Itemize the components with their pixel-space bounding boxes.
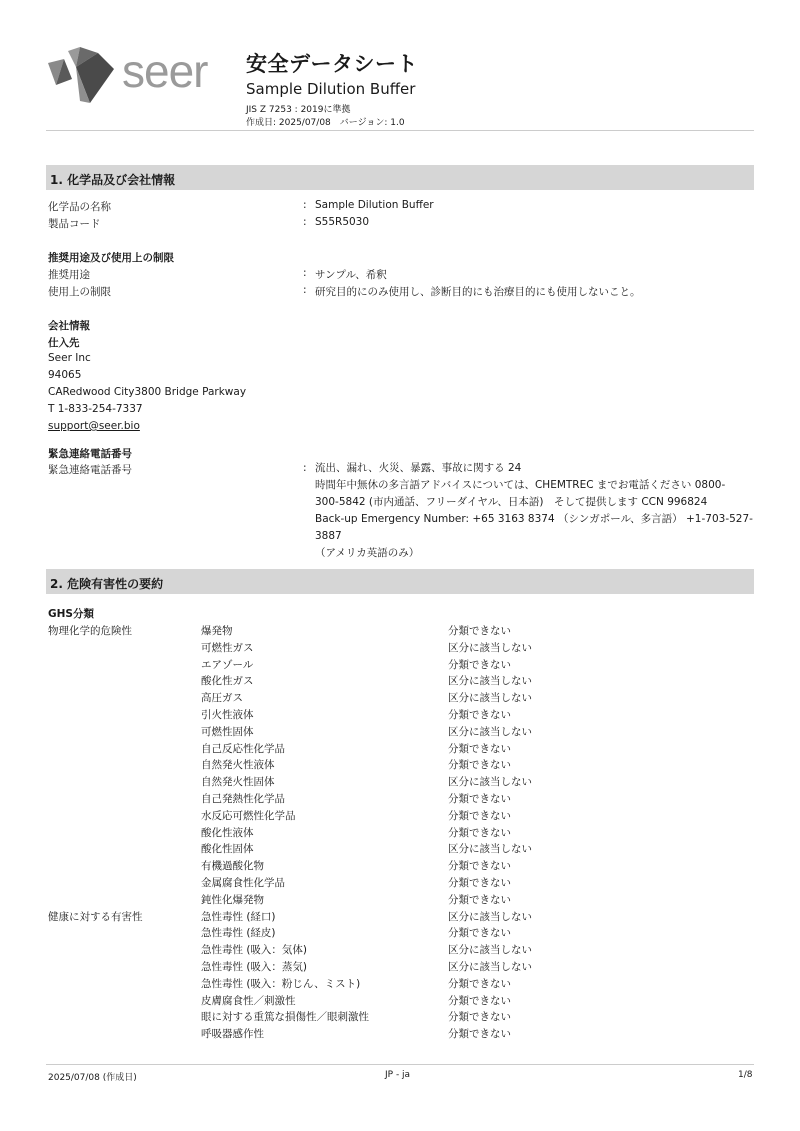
ghs-hazard-class: 自己発熱性化学品	[201, 793, 285, 805]
ghs-classification-result: 分類できない	[448, 809, 511, 822]
ghs-classification-result: 分類できない	[448, 793, 511, 805]
ghs-category: 物理化学的危険性	[48, 625, 132, 637]
ghs-hazard-class: 引火性液体	[201, 709, 254, 721]
product-code-value: S55R5030	[315, 216, 370, 228]
ghs-classification-result: 分類できない	[448, 759, 511, 772]
ghs-hazard-class: 自然発火性固体	[201, 776, 275, 789]
ghs-hazard-class: 急性毒性 (経皮)	[201, 927, 276, 940]
emergency-line: 300-5842 (市内通話、フリーダイヤル、日本語) そして提供します CCN 996824	[315, 496, 708, 508]
ghs-hazard-class: 酸化性液体	[201, 826, 254, 839]
emergency-line: 流出、漏れ、火災、暴露、事故に関する 24	[315, 462, 522, 474]
ghs-classification-result: 分類できない	[448, 893, 511, 906]
supplier-address: CARedwood City3800 Bridge Parkway	[48, 386, 247, 398]
footer-page-number: 1/8	[738, 1070, 753, 1080]
restriction-value: 研究目的にのみ使用し、診断目的にも治療目的にも使用しないこと。	[315, 286, 641, 298]
ghs-classification-result: 区分に該当しない	[448, 843, 532, 856]
ghs-hazard-class: 高圧ガス	[201, 692, 243, 705]
emergency-info	[315, 460, 755, 562]
ghs-classification-result: 区分に該当しない	[448, 910, 532, 923]
ghs-classification-result: 分類できない	[448, 826, 511, 839]
ghs-hazard-class: 急性毒性 (経口)	[201, 910, 276, 923]
ghs-hazard-class: 自己反応性化学品	[201, 742, 285, 755]
ghs-hazard-class: 金属腐食性化学品	[201, 877, 285, 889]
company-heading: 会社情報	[48, 320, 90, 332]
ghs-hazard-class: 眼に対する重篤な損傷性／眼刺激性	[201, 1011, 369, 1024]
ghs-hazard-class: 鈍性化爆発物	[201, 893, 264, 906]
section-1-title: 1. 化学品及び会社情報	[50, 173, 176, 187]
ghs-hazard-class: 酸化性ガス	[201, 675, 254, 688]
ghs-classification-result: 分類できない	[448, 1011, 511, 1024]
ghs-classification-result: 区分に該当しない	[448, 725, 532, 738]
ghs-hazard-class: 急性毒性 (吸入：気体)	[201, 944, 308, 957]
product-name-value: Sample Dilution Buffer	[315, 199, 434, 211]
ghs-category: 健康に対する有害性	[48, 910, 143, 923]
ghs-classification-result: 分類できない	[448, 658, 511, 671]
ghs-hazard-class: 有機過酸化物	[201, 860, 264, 873]
ghs-hazard-class: 呼吸器感作性	[201, 1028, 264, 1041]
recommended-use-value: サンプル、希釈	[315, 269, 387, 281]
ghs-hazard-class: 急性毒性 (吸入：蒸気)	[201, 961, 308, 973]
section-2-title: 2. 危険有害性の要約	[50, 577, 164, 591]
ghs-hazard-class: 急性毒性 (吸入：粉じん、ミスト)	[201, 977, 361, 990]
ghs-hazard-class: 皮膚腐食性／刺激性	[201, 994, 296, 1007]
ghs-classification-result: 区分に該当しない	[448, 641, 532, 654]
recommended-use-label: 推奨用途	[48, 269, 90, 281]
use-heading: 推奨用途及び使用上の制限	[48, 252, 174, 264]
emergency-line: Back-up Emergency Number: +65 3163 8374 （シンガポール、多言語） +1-703-527-3887	[315, 513, 753, 542]
ghs-classification-result: 区分に該当しない	[448, 692, 532, 705]
ghs-heading: GHS分類	[48, 608, 94, 620]
supplier-name: Seer Inc	[48, 352, 91, 364]
seer-logo-text: seer	[122, 45, 208, 97]
ghs-hazard-class: エアゾール	[201, 658, 254, 671]
supplier-zip: 94065	[48, 369, 82, 381]
ghs-classification-result: 分類できない	[448, 709, 511, 721]
supplier-phone: T 1-833-254-7337	[48, 403, 143, 415]
section-2-header	[46, 569, 754, 594]
ghs-hazard-class: 酸化性固体	[201, 843, 254, 856]
ghs-classification-result: 分類できない	[448, 977, 511, 990]
ghs-classification-result: 分類できない	[448, 1028, 511, 1041]
ghs-classification-result: 分類できない	[448, 742, 511, 755]
product-code-label: 製品コード	[48, 218, 101, 230]
footer-date: 2025/07/08 (作成日)	[48, 1073, 137, 1083]
ghs-classification-result: 分類できない	[448, 625, 511, 637]
created-line: 作成日: 2025/07/08 バージョン: 1.0	[246, 118, 405, 128]
emergency-heading: 緊急連絡電話番号	[48, 448, 132, 460]
emergency-line: （アメリカ英語のみ）	[315, 547, 420, 559]
supplier-heading: 仕入先	[48, 337, 80, 349]
ghs-classification-result: 区分に該当しない	[448, 776, 532, 789]
ghs-classification-result: 区分に該当しない	[448, 961, 532, 973]
footer-language: JP - ja	[385, 1070, 411, 1080]
seer-logo-mark	[46, 45, 116, 105]
supplier-email-link[interactable]: support@seer.bio	[48, 420, 140, 432]
ghs-hazard-class: 可燃性固体	[201, 725, 254, 738]
product-name-label: 化学品の名称	[48, 201, 111, 213]
ghs-classification-result: 区分に該当しない	[448, 675, 532, 688]
ghs-classification-result: 分類できない	[448, 877, 511, 889]
ghs-hazard-class: 水反応可燃性化学品	[201, 809, 296, 822]
header-divider	[46, 130, 754, 131]
ghs-hazard-class: 爆発物	[201, 625, 233, 637]
document-title: 安全データシート	[246, 52, 418, 76]
standard-line: JIS Z 7253 : 2019に準拠	[246, 105, 351, 115]
ghs-classification-result: 分類できない	[448, 994, 511, 1007]
emergency-label: 緊急連絡電話番号	[48, 464, 132, 476]
footer-divider	[46, 1064, 754, 1065]
emergency-line: 時間年中無休の多言語アドバイスについては、CHEMTREC までお電話ください 0800-	[315, 479, 726, 491]
ghs-classification-result: 分類できない	[448, 927, 511, 940]
ghs-hazard-class: 可燃性ガス	[201, 641, 254, 654]
restriction-label: 使用上の制限	[48, 286, 111, 298]
ghs-hazard-class: 自然発火性液体	[201, 759, 275, 772]
ghs-classification-result: 分類できない	[448, 860, 511, 873]
section-1-header	[46, 165, 754, 190]
product-title: Sample Dilution Buffer	[246, 80, 416, 98]
ghs-classification-result: 区分に該当しない	[448, 944, 532, 957]
